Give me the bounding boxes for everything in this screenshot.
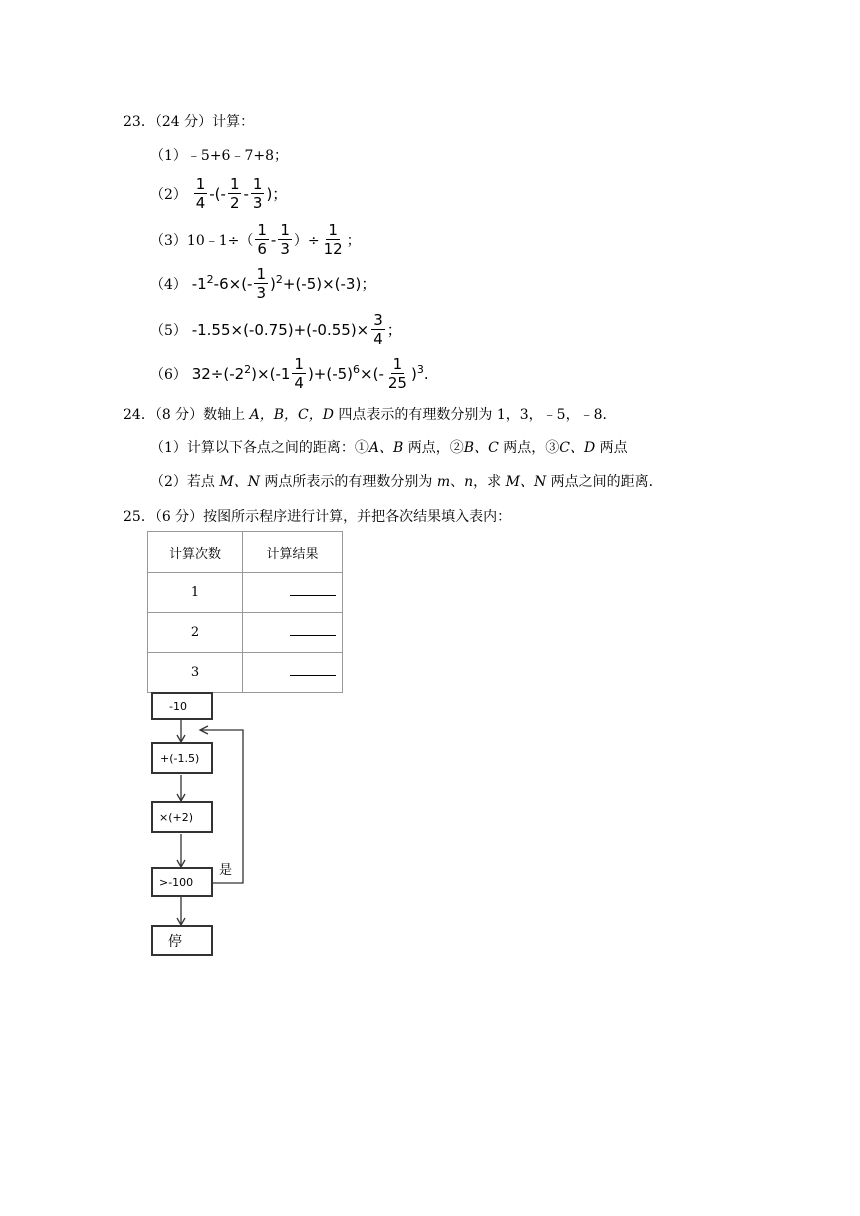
q24-part1: （1）计算以下各点之间的距离：①A、B 两点，②B、C 两点，③C、D 两点 xyxy=(150,440,628,456)
fraction: $\frac{1}{3}$ xyxy=(256,265,267,302)
part-number: （3） xyxy=(150,233,187,249)
fraction: $\frac{1}{25}$ xyxy=(387,355,407,392)
flow-condition-box: >-100 xyxy=(151,867,213,897)
q23-part1: （1）﹣5+6﹣7+8； xyxy=(150,148,288,164)
flow-yes-label: 是 xyxy=(219,863,233,878)
row-index: 1 xyxy=(148,573,243,613)
q23-header: 23．（24 分）计算： xyxy=(123,114,255,130)
flow-multiply-box: ×(+2) xyxy=(151,801,213,833)
part-number: （5） xyxy=(150,323,187,339)
q23-part3: （3）10﹣1÷（ $\frac{1}{6}$ - $\frac{1}{3}$ ）÷ $\frac{1}{12}$ ； xyxy=(150,221,361,258)
q24-header: 24．（8 分）数轴上 A，B，C，D 四点表示的有理数分别为 1，3，﹣5，﹣8． xyxy=(123,407,617,423)
table-header: 计算次数 xyxy=(148,532,243,573)
fraction: $\frac{3}{4}$ xyxy=(373,311,383,348)
q23-part5: （5） -1.55×(-0.75)+(-0.55)× $\frac{3}{4}$ ； xyxy=(150,311,402,348)
fraction: $\frac{1}{3}$ xyxy=(280,221,290,258)
row-index: 2 xyxy=(148,613,243,653)
part-number: （4） xyxy=(150,277,187,293)
fraction: $\frac{1}{4}$ xyxy=(294,355,304,392)
row-index: 3 xyxy=(148,653,243,693)
q23-part4: （4） $-1^2-6\times(-$ $\frac{1}{3}$ )$^2$+(-5)×(-3)； xyxy=(150,265,377,302)
flow-start-box: -10 xyxy=(151,692,213,720)
q23-part2: （2） $\frac{1}{4}$ -(- $\frac{1}{2}$ - $\frac{1}{3}$ )； xyxy=(150,175,288,212)
q25-header: 25．（6 分）按图所示程序进行计算，并把各次结果填入表内： xyxy=(123,509,512,525)
q24-part2: （2）若点 M、N 两点所表示的有理数分别为 m、n，求 M、N 两点之间的距离． xyxy=(150,474,663,490)
table-header: 计算结果 xyxy=(243,532,343,573)
part-number: （2） xyxy=(150,187,187,203)
fraction: $\frac{1}{6}$ xyxy=(257,221,267,258)
flow-stop-box: 停 xyxy=(151,925,213,956)
fraction: $\frac{1}{3}$ xyxy=(252,175,263,212)
fraction: $\frac{1}{2}$ xyxy=(229,175,240,212)
fraction: $\frac{1}{4}$ xyxy=(195,175,206,212)
q23-part6: （6） $32\div(-2^2)\times(-1$ $\frac{1}{4}$ )$+(-5)^6\times(-$ $\frac{1}{25}$ )$^3$. xyxy=(150,355,429,392)
flow-add-box: +(-1.5) xyxy=(151,742,213,774)
part-number: （6） xyxy=(150,367,187,383)
fraction: $\frac{1}{12}$ xyxy=(323,221,343,258)
